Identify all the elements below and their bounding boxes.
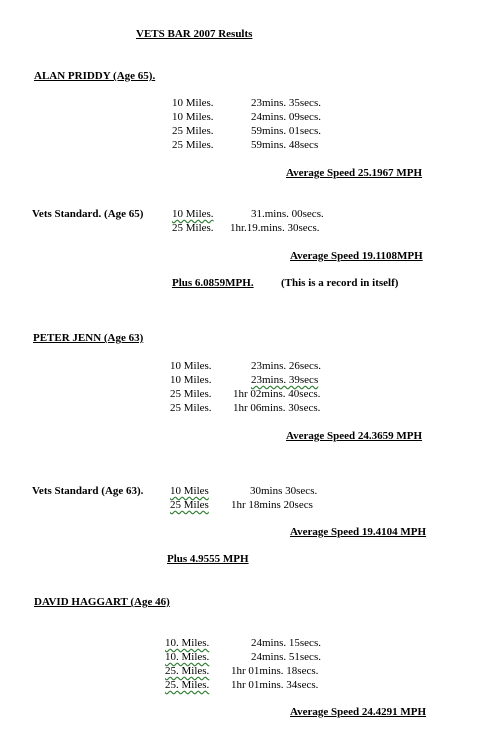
distance-cell: 25. Miles.: [165, 665, 210, 677]
distance-cell: 10 Miles.: [172, 97, 214, 109]
page-title: VETS BAR 2007 Results: [136, 28, 253, 40]
distance-cell: 10 Miles.: [172, 111, 214, 123]
rider-name: ALAN PRIDDY (Age 65).: [34, 70, 156, 82]
distance-cell: 25 Miles.: [170, 402, 212, 414]
average-speed: Average Speed 19.1108MPH: [290, 250, 423, 262]
time-cell: 59mins. 48secs: [251, 139, 319, 151]
time-cell: 24mins. 09secs.: [251, 111, 321, 123]
rider-name: PETER JENN (Age 63): [33, 332, 144, 344]
time-cell: 30mins 30secs.: [250, 485, 318, 497]
time-cell: 59mins. 01secs.: [251, 125, 321, 137]
time-cell: 23mins. 39secs: [251, 374, 319, 386]
distance-cell: 25 Miles.: [170, 388, 212, 400]
distance-cell: 10. Miles.: [165, 651, 210, 663]
time-cell: 1hr 18mins 20secs: [231, 499, 313, 511]
average-speed: Average Speed 25.1967 MPH: [286, 167, 423, 179]
time-cell: 23mins. 26secs.: [251, 360, 321, 372]
average-speed: Average Speed 24.4291 MPH: [290, 706, 427, 718]
time-cell: 1hr.19.mins. 30secs.: [230, 222, 320, 234]
time-cell: 24mins. 51secs.: [251, 651, 321, 663]
time-cell: 23mins. 35secs.: [251, 97, 321, 109]
time-cell: 31.mins. 00secs.: [251, 208, 324, 220]
time-cell: 1hr 06mins. 30secs.: [233, 402, 321, 414]
time-cell: 24mins. 15secs.: [251, 637, 321, 649]
vets-standard-label: Vets Standard (Age 63).: [32, 485, 144, 497]
time-cell: 1hr 01mins. 18secs.: [231, 665, 319, 677]
distance-cell: 10 Miles.: [170, 360, 212, 372]
distance-cell: 25 Miles: [170, 499, 209, 511]
distance-cell: 10. Miles.: [165, 637, 210, 649]
distance-cell: 25 Miles.: [172, 139, 214, 151]
distance-cell: 10 Miles.: [170, 374, 212, 386]
time-cell: 1hr 02mins. 40secs.: [233, 388, 321, 400]
rider-name: DAVID HAGGART (Age 46): [34, 596, 170, 608]
plus-difference: Plus 4.9555 MPH: [167, 553, 249, 565]
average-speed: Average Speed 19.4104 MPH: [290, 526, 427, 538]
average-speed: Average Speed 24.3659 MPH: [286, 430, 423, 442]
distance-cell: 25 Miles.: [172, 222, 214, 234]
record-note: (This is a record in itself): [281, 277, 399, 289]
plus-difference: Plus 6.0859MPH.: [172, 277, 254, 289]
time-cell: 1hr 01mins. 34secs.: [231, 679, 319, 691]
distance-cell: 10 Miles: [170, 485, 209, 497]
distance-cell: 25. Miles.: [165, 679, 210, 691]
vets-standard-label: Vets Standard. (Age 65): [32, 208, 144, 220]
distance-cell: 10 Miles.: [172, 208, 214, 220]
distance-cell: 25 Miles.: [172, 125, 214, 137]
